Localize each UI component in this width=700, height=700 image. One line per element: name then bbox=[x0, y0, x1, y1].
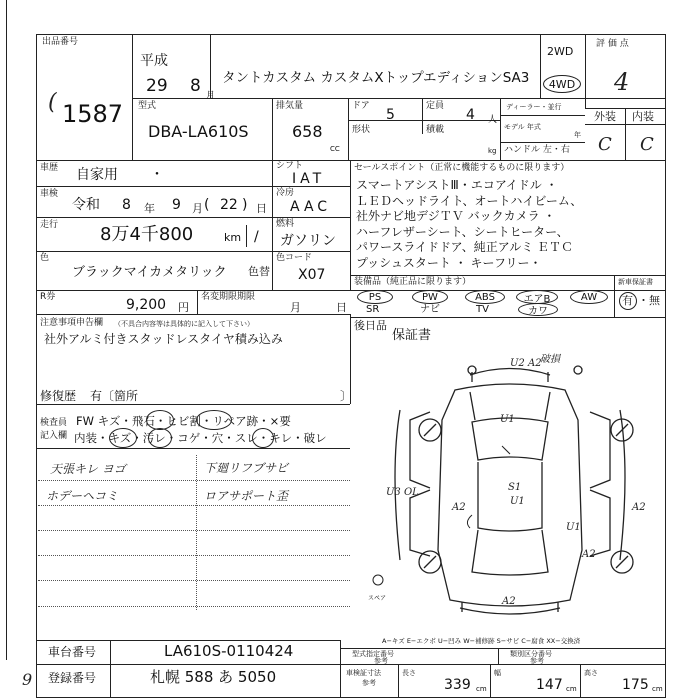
dims-ref: 参考 bbox=[362, 679, 376, 687]
recycle-label: R券 bbox=[40, 292, 56, 302]
doors-value: 5 bbox=[386, 107, 395, 123]
check-line-1: FW キズ・飛石・ヒビ割・リペア跡・×要 bbox=[76, 414, 291, 428]
mark-roof: S1 bbox=[508, 482, 522, 493]
equipment-label: 装備品（純正品に限ります） bbox=[354, 277, 472, 287]
equip-kawa: カワ bbox=[518, 303, 558, 316]
color-code-label: 色コード bbox=[276, 253, 313, 263]
month-unit: 月 bbox=[206, 91, 216, 101]
equip-tv: TV bbox=[476, 304, 489, 315]
mileage-mark: / bbox=[254, 229, 259, 245]
usage-dot: ・ bbox=[150, 167, 164, 183]
color-label: 色 bbox=[40, 253, 50, 263]
registration-label: 登録番号 bbox=[48, 671, 97, 685]
drive-4wd: 4WD bbox=[548, 77, 576, 91]
width-value: 147 bbox=[536, 677, 563, 693]
inspector-label: 検査員 bbox=[40, 418, 68, 428]
mark-roof-2: U1 bbox=[510, 496, 525, 507]
hand-note-1: 天張キレ ヨゴ bbox=[50, 462, 126, 476]
mark-front-damage: 破損 bbox=[540, 354, 560, 365]
warranty-no: ・無 bbox=[638, 294, 660, 307]
mark-front: U2 A2 bbox=[510, 358, 542, 369]
displacement-value: 658 bbox=[292, 122, 323, 141]
check-line-2: 内装・キズ・汚レ・コゲ・穴・スレ・キレ・破レ bbox=[74, 431, 327, 445]
score-label: 評 価 点 bbox=[596, 39, 629, 49]
selling-point: パワースライドドア、純正アルミ ＥＴＣ bbox=[356, 240, 574, 254]
displacement-label: 排気量 bbox=[276, 101, 304, 111]
warranty-yes: 有 bbox=[622, 294, 633, 307]
selling-points-label: セールスポイント（正常に機能するものに限ります） bbox=[354, 163, 570, 173]
mileage-unit: km bbox=[224, 231, 242, 244]
damage-legend: A−キズ E−エクボ U−凹み W−補修跡 S−サビ C−腐食 XX−交換済 bbox=[382, 637, 581, 645]
model-year-label: モデル 年式 bbox=[504, 123, 541, 131]
doors-label: ドア bbox=[352, 101, 370, 111]
car-name: タントカスタム カスタムXトップエディションSA3 bbox=[222, 70, 530, 86]
documents-value: 保証書 bbox=[392, 328, 432, 343]
interior-grade: C bbox=[640, 134, 654, 155]
selling-point: ハーフレザーシート、シートヒーター、 bbox=[356, 224, 569, 239]
inspection-era: 令和 bbox=[72, 197, 100, 213]
equip-sr: SR bbox=[366, 304, 380, 315]
deadline-day-unit: 日 bbox=[336, 301, 347, 314]
capacity-value: 4 bbox=[466, 107, 475, 123]
drive-2wd: 2WD bbox=[547, 45, 574, 58]
hand-note-2: ホデーヘコミ bbox=[46, 489, 119, 503]
type-no-label: 型式指定番号 bbox=[352, 650, 394, 658]
inspection-day-close: ) bbox=[242, 197, 248, 213]
length-label: 長さ bbox=[402, 669, 416, 677]
equip-navi: ナビ bbox=[420, 304, 440, 315]
inspection-day: 22 bbox=[220, 197, 238, 213]
selling-point: プッシュスタート ・ キーフリー・ bbox=[356, 255, 542, 270]
deadline-label: 名変期限期限 bbox=[201, 292, 256, 302]
repair-close: 〕 bbox=[340, 389, 353, 403]
repair-value: 有〔箇所 bbox=[90, 389, 139, 403]
type-no-ref: 参考 bbox=[374, 657, 388, 665]
aircon-label: 冷房 bbox=[276, 188, 295, 198]
recycle-value: 9,200 bbox=[126, 297, 167, 313]
height-label: 高さ bbox=[584, 669, 598, 677]
era-label: 平成 bbox=[140, 53, 168, 69]
class-no-ref: 参考 bbox=[530, 657, 544, 665]
selling-points-list bbox=[356, 178, 661, 271]
mileage-label: 走行 bbox=[40, 220, 59, 230]
inspection-label: 車検 bbox=[40, 189, 59, 199]
warranty-label: 新車保証書 bbox=[618, 278, 653, 286]
mileage-value: 8万4千800 bbox=[100, 224, 194, 245]
reg-month: 8 bbox=[190, 76, 201, 96]
selling-point: スマートアシストⅢ・エコアイドル ・ bbox=[356, 178, 558, 192]
chassis-label: 車台番号 bbox=[48, 645, 97, 659]
inspection-year: 8 bbox=[122, 197, 131, 213]
selling-point: 社外ナビ地デジＴＶ バックカメラ ・ bbox=[356, 209, 556, 223]
aircon-value: AAC bbox=[290, 199, 332, 215]
height-value: 175 bbox=[622, 677, 649, 693]
inspection-year-unit: 年 bbox=[144, 202, 155, 215]
notes-sublabel: （不具合内容等は具体的に記入して下さい） bbox=[114, 320, 254, 328]
notes-text: 社外アルミ付きスタッドレスタイヤ積み込み bbox=[44, 332, 283, 346]
exterior-grade: C bbox=[598, 134, 612, 155]
mark-rear-a2: A2 bbox=[582, 549, 596, 560]
lot-number: 1587 bbox=[62, 100, 124, 128]
capacity-label: 定員 bbox=[426, 101, 445, 111]
color-code: X07 bbox=[298, 267, 326, 283]
deadline-month-unit: 月 bbox=[290, 301, 301, 314]
lot-label: 出品番号 bbox=[42, 37, 79, 47]
chassis-value: LA610S-0110424 bbox=[164, 642, 294, 660]
length-unit: cm bbox=[476, 685, 487, 693]
drive-4wd-circled bbox=[543, 75, 581, 93]
equip-airbag: エアB bbox=[516, 290, 558, 304]
mark-left-side: U3 OL bbox=[386, 487, 419, 498]
equip-ps: PS bbox=[357, 290, 393, 304]
fuel-value: ガソリン bbox=[280, 233, 336, 249]
length-value: 339 bbox=[444, 677, 471, 693]
mark-hood: U1 bbox=[500, 414, 515, 425]
dims-label: 車検証寸法 bbox=[346, 669, 381, 677]
spare-label: スペア bbox=[368, 595, 387, 602]
corner-hand-mark: 9 bbox=[22, 670, 33, 689]
shift-label: シフト bbox=[276, 161, 304, 171]
reg-year: 29 bbox=[146, 76, 168, 96]
capacity-unit: 人 bbox=[488, 115, 498, 125]
model-year-unit: 年 bbox=[574, 131, 581, 139]
mark-left-a2: A2 bbox=[452, 502, 466, 513]
inspection-day-open: ( bbox=[204, 197, 210, 213]
score-value: 4 bbox=[614, 68, 630, 96]
width-label: 幅 bbox=[494, 669, 501, 677]
entry-label: 記入欄 bbox=[40, 431, 68, 441]
notes-label: 注意事項申告欄 bbox=[40, 318, 104, 328]
lot-prefix-mark: ( bbox=[48, 90, 57, 115]
equip-aw: AW bbox=[570, 290, 608, 304]
shift-value: IAT bbox=[292, 171, 326, 187]
kg-unit: kg bbox=[488, 147, 497, 155]
class-no-label: 類別区分番号 bbox=[510, 650, 552, 658]
cc-unit: CC bbox=[330, 145, 340, 153]
fuel-label: 燃料 bbox=[276, 219, 295, 229]
load-label: 積載 bbox=[426, 125, 445, 135]
width-unit: cm bbox=[566, 685, 577, 693]
inspection-day-unit: 日 bbox=[256, 202, 267, 215]
exterior-label: 外装 bbox=[594, 110, 616, 123]
dealer-label: ディーラー・並行 bbox=[506, 103, 562, 111]
documents-label: 後日品 bbox=[354, 319, 387, 332]
height-unit: cm bbox=[652, 685, 663, 693]
model-label: 型式 bbox=[138, 101, 157, 111]
left-edge-mark bbox=[6, 0, 7, 660]
recycle-unit: 円 bbox=[178, 301, 189, 314]
inspection-month-unit: 月 bbox=[192, 202, 203, 215]
shape-label: 形状 bbox=[352, 125, 371, 135]
mark-right-a2: A2 bbox=[632, 502, 646, 513]
color-change-label: 色替 bbox=[248, 265, 270, 278]
usage-label: 車歴 bbox=[40, 163, 59, 173]
equip-abs: ABS bbox=[465, 290, 505, 304]
mark-right-rear: U1 bbox=[566, 522, 581, 533]
color-value: ブラックマイカメタリック bbox=[72, 265, 227, 280]
registration-value: 札幌 588 あ 5050 bbox=[150, 668, 277, 686]
usage-value: 自家用 bbox=[76, 167, 118, 183]
handle-label: ハンドル 左・右 bbox=[504, 145, 570, 155]
repair-label: 修復歴 bbox=[40, 389, 77, 403]
inspection-month: 9 bbox=[172, 197, 181, 213]
interior-label: 内装 bbox=[632, 110, 654, 123]
mark-rear-bumper: A2 bbox=[502, 596, 516, 607]
hand-note-4: ロアサポート歪 bbox=[204, 489, 289, 503]
hand-note-3: 下廻リフブサビ bbox=[204, 461, 289, 475]
selling-point: ＬＥＤヘッドライト、オートハイビーム、 bbox=[356, 193, 583, 208]
car-damage-diagram bbox=[360, 350, 660, 640]
model-value: DBA-LA610S bbox=[148, 122, 249, 141]
equip-pw: PW bbox=[412, 290, 448, 304]
